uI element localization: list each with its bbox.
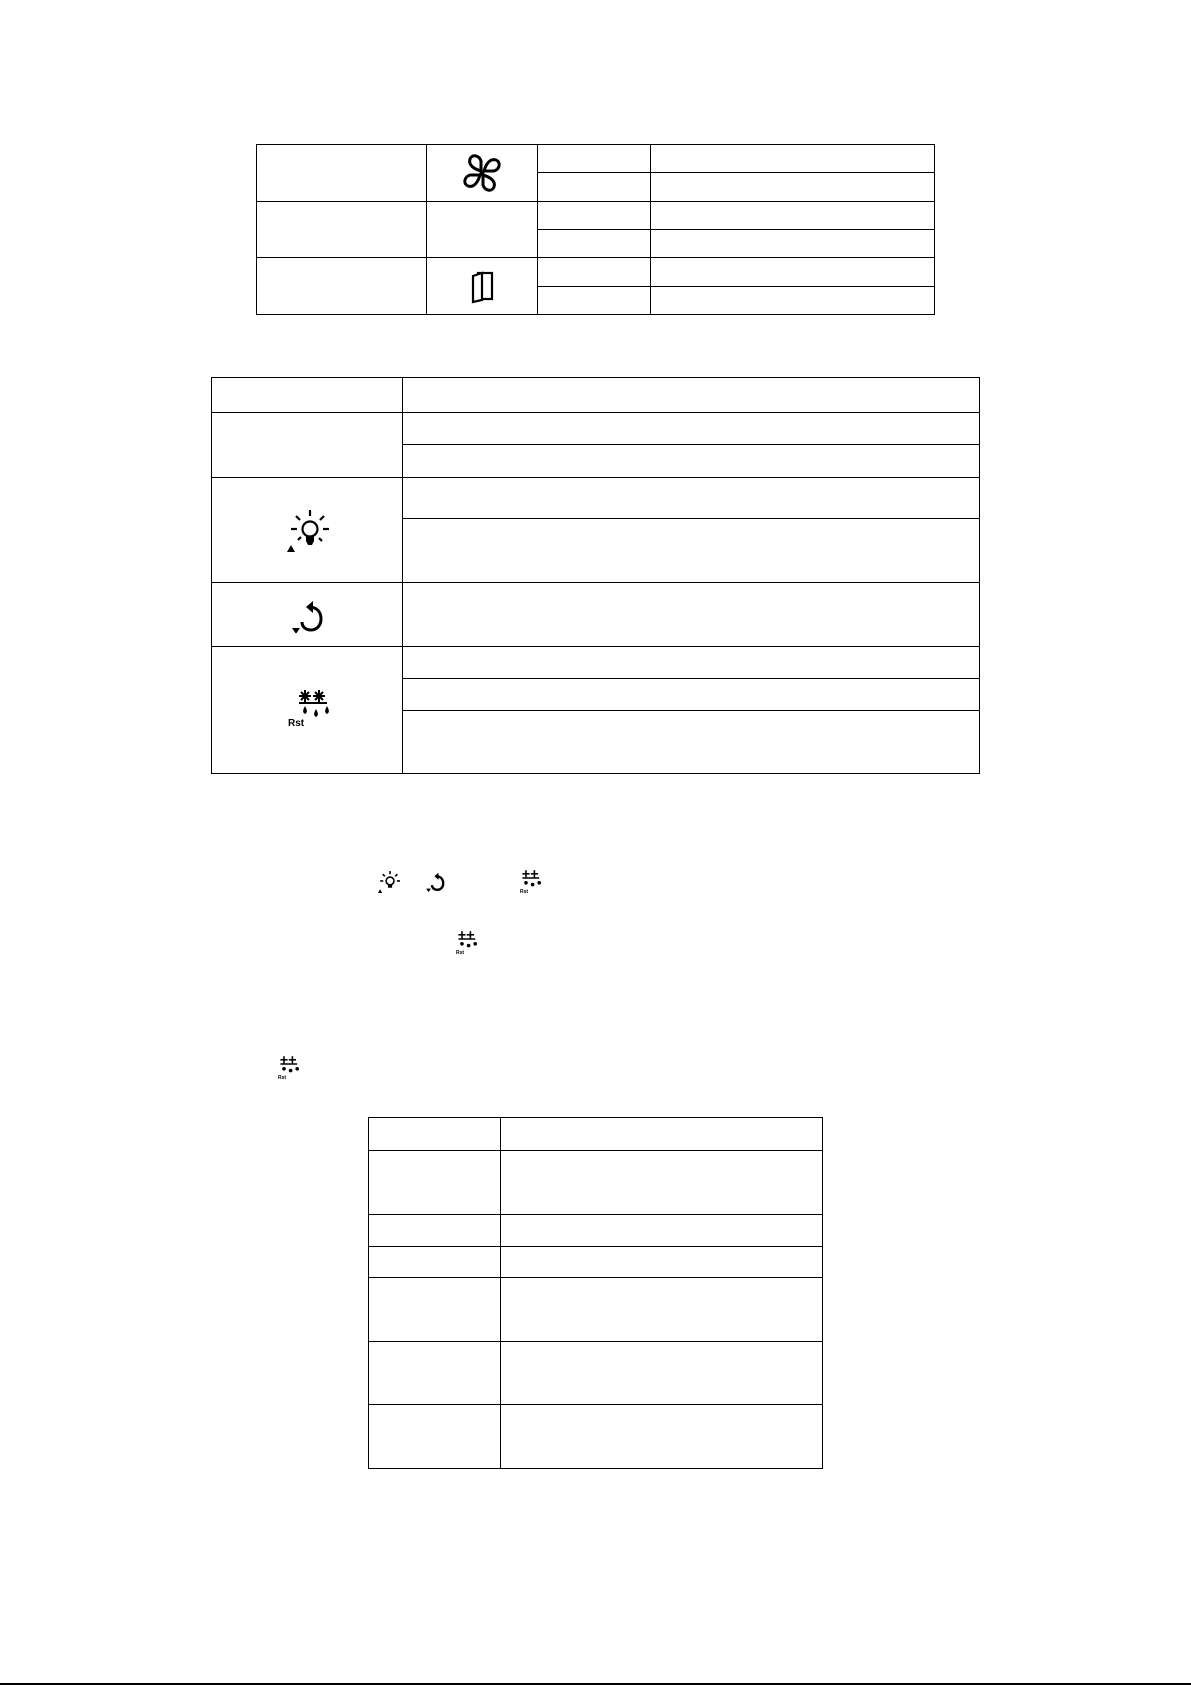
table1-row3a-col3 (537, 257, 651, 287)
table2-rotate-button-cell (211, 582, 403, 647)
table3-row1-col2 (500, 1150, 823, 1215)
light-icon (285, 508, 331, 554)
table2-header-col2 (402, 377, 980, 413)
table1-row1-icon-cell (426, 144, 538, 202)
table2-light-row1 (402, 477, 980, 519)
table1-row2b-col4 (650, 229, 935, 258)
table2-group1-row1 (402, 412, 980, 445)
table3-row2-col2 (500, 1214, 823, 1247)
table3-row5-col2 (500, 1341, 823, 1405)
table2-defrost-row1 (402, 646, 980, 679)
light-icon (377, 870, 401, 894)
table1-row2-col1 (256, 201, 427, 258)
table3-row3-col1 (368, 1246, 501, 1278)
table1-row2a-col4 (650, 201, 935, 230)
table1-row3b-col3 (537, 286, 651, 315)
table1-row2a-col3 (537, 201, 651, 230)
table2-light-button-cell (211, 477, 403, 583)
table2-light-row2 (402, 518, 980, 583)
table2-rotate-row1 (402, 582, 980, 647)
table3-row5-col1 (368, 1341, 501, 1405)
table3-row6-col2 (500, 1404, 823, 1469)
defrost-rst-label: Rst (278, 1075, 287, 1081)
table1-row2-icon-cell (426, 201, 538, 258)
table1-row1b-col3 (537, 172, 651, 202)
door-icon (470, 270, 496, 304)
table2-defrost-button-cell (211, 646, 403, 774)
table2-group1-col1 (211, 412, 403, 478)
defrost-rst-label: Rst (520, 889, 529, 895)
table3-header-col1 (368, 1117, 501, 1151)
table2-defrost-row2 (402, 678, 980, 711)
table1-row3-col1 (256, 257, 427, 315)
table1-row1-col1 (256, 144, 427, 202)
table2-defrost-row3 (402, 710, 980, 774)
table3-row4-col1 (368, 1277, 501, 1342)
table2-group1-row2 (402, 444, 980, 478)
table1-row1b-col4 (650, 172, 935, 202)
table3-row6-col1 (368, 1404, 501, 1469)
fan-icon (462, 153, 502, 193)
table1-row3a-col4 (650, 257, 935, 287)
table3-header-col2 (500, 1117, 823, 1151)
table3-row3-col2 (500, 1246, 823, 1278)
rotate-arrow-icon (290, 597, 324, 633)
rotate-arrow-icon (425, 870, 445, 892)
table3-row2-col1 (368, 1214, 501, 1247)
table1-row2b-col3 (537, 229, 651, 258)
table2-header-col1 (211, 377, 403, 413)
table1-row1a-col3 (537, 144, 651, 173)
table1-row1a-col4 (650, 144, 935, 173)
table1-row3-icon-cell (426, 257, 538, 315)
defrost-rst-label: Rst (456, 950, 465, 956)
table1-row3b-col4 (650, 286, 935, 315)
defrost-rst-label: Rst (288, 718, 305, 729)
table3-row1-col1 (368, 1150, 501, 1215)
table3-row4-col2 (500, 1277, 823, 1342)
